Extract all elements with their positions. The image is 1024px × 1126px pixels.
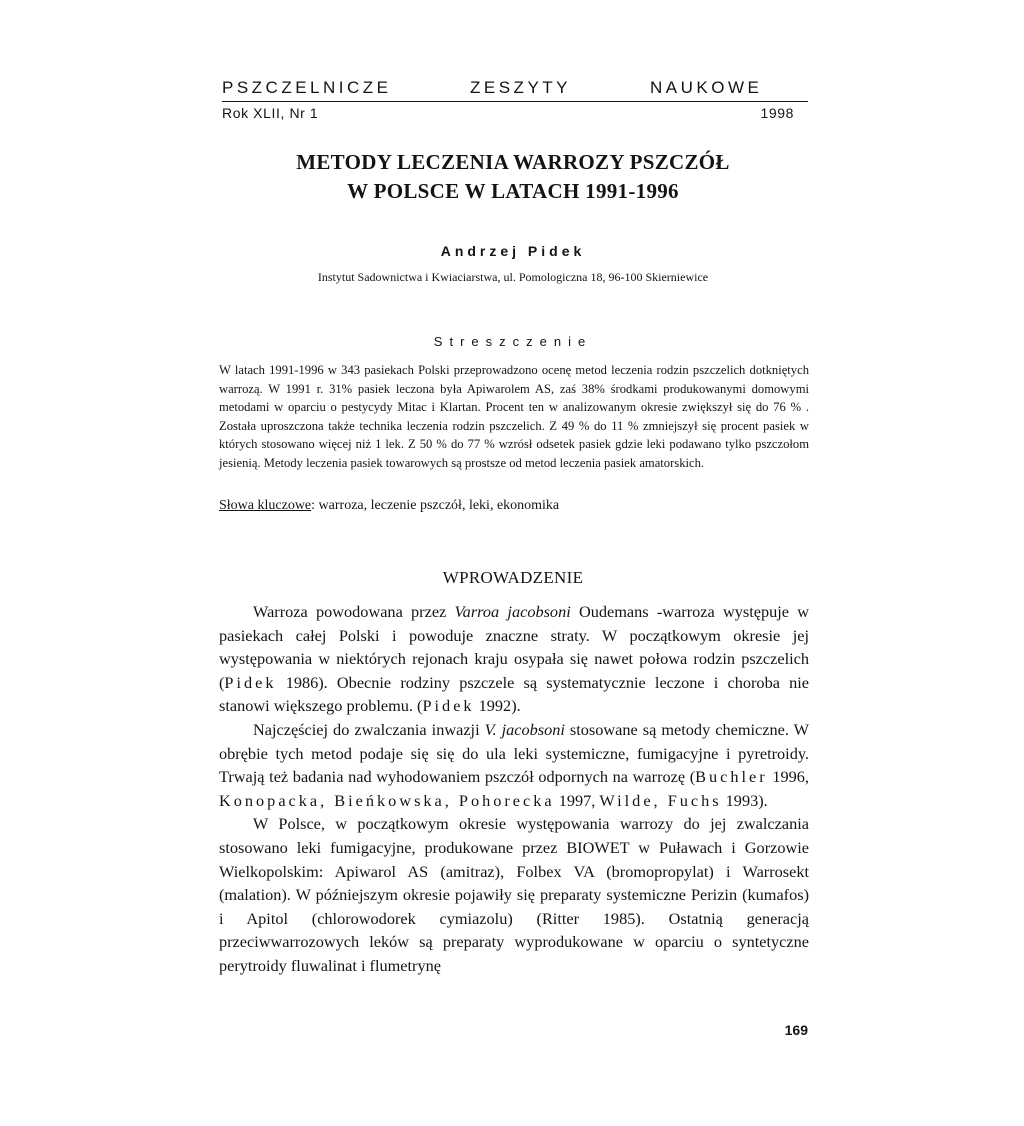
keywords-list: : warroza, leczenie pszczół, leki, ekonomika [311, 498, 560, 513]
introduction-body [219, 600, 809, 978]
citation-author: Pidek [224, 672, 277, 692]
abstract-text: W latach 1991-1996 w 343 pasiekach Polski przeprowadzono ocenę metod leczenia rodzin pszczelich dotkniętych warrozą. W 1991 r. 31% pasiek leczona była Apiwarolem AS, zaś 38% środkami produkowanymi domowymi metodami w oparciu o pestycydy Mitac i Klartan. Procent ten w analizowanym okresie zwiększył się do 76 % . Została uproszczona także technika leczenia rodzin pszczelich. Z 49 % do 11 % zmniejszył się procent pasiek w których stosowano więcej niż 1 lek. Z 50 % do 77 % wzrósł odsetek pasiek gdzie leki podawano tylko pszczołom jesienią. Metody leczenia pasiek towarowych są prostsze od metod leczenia pasiek amatorskich. [219, 363, 809, 470]
journal-header [222, 78, 808, 102]
publication-year: 1998 [760, 105, 794, 121]
species-name: Varroa jacobsoni [454, 602, 571, 621]
intro-paragraph-3: W Polsce, w początkowym okresie występowania warrozy do jej zwalczania stosowano leki fumigacyjne, produkowane przez BIOWET w Puławach i Gorzowie Wielkopolskim: Apiwarol AS (amitraz), Folbex VA (bromopropylat) i Warrosekt (malation). W późniejszym okresie pojawiły się preparaty systemiczne Perizin (kumafos) i Apitol (chlorowodorek cymiazolu) (Ritter 1985). Ostatnią generacją przeciwwarrozowych leków są preparaty wyprodukowane w oparciu o syntetyczne perytroidy fluwalinat i flumetrynę [219, 814, 809, 975]
intro-paragraph-2: Najczęściej do zwalczania inwazji V. jacobsoni stosowane są metody chemiczne. W obrębie tych metod podaje się się do ula leki systemiczne, fumigacyjne i pyretroidy. Trwają też badania nad wyhodowaniem pszczół odpornych na warrozę (Buchler 1996, Konopacka, Bieńkowska, Pohorecka 1997, Wilde, Fuchs 1993). [219, 719, 810, 810]
abstract-heading: Streszczenie [433, 334, 593, 349]
title-line-2: W POLSCE W LATACH 1991-1996 [347, 179, 679, 203]
author-affiliation: Instytut Sadownictwa i Kwiaciarstwa, ul. Pomologiczna 18, 96-100 Skierniewice [317, 270, 709, 284]
keywords-label: Słowa kluczowe [219, 498, 312, 513]
citation-author: Buchler [695, 767, 768, 787]
journal-name-word-1: PSZCZELNICZE [222, 78, 392, 97]
article-title [150, 148, 876, 206]
keywords [219, 498, 809, 514]
issue-line [222, 105, 794, 121]
title-line-1: METODY LECZENIA WARROZY PSZCZÓŁ [296, 150, 730, 174]
intro-paragraph-1: Warroza powodowana przez Varroa jacobsoni Oudemans -warroza występuje w pasiekach całej Polski i powoduje znaczne straty. W początkowym okresie jej występowania w niektórych rejonach kraju osypała się nawet połowa rodzin pszczelich (Pidek 1986). Obecnie rodziny pszczele są systematycznie leczone i choroba nie stanowi większego problemu. (Pidek 1992). [219, 602, 810, 716]
citation-author: Pidek [422, 696, 475, 716]
citation-author: Wilde, Fuchs [599, 790, 722, 810]
author-name: Andrzej Pidek [440, 243, 586, 259]
page-number: 169 [784, 1022, 808, 1038]
journal-name-word-2: ZESZYTY [470, 78, 572, 97]
citation-author: Konopacka, Bieńkowska, Pohorecka [219, 790, 555, 810]
species-name: V. jacobsoni [484, 719, 565, 739]
volume-number: Rok XLII, Nr 1 [222, 105, 319, 121]
section-heading-introduction: WPROWADZENIE [442, 568, 584, 587]
journal-name-word-3: NAUKOWE [650, 78, 763, 97]
